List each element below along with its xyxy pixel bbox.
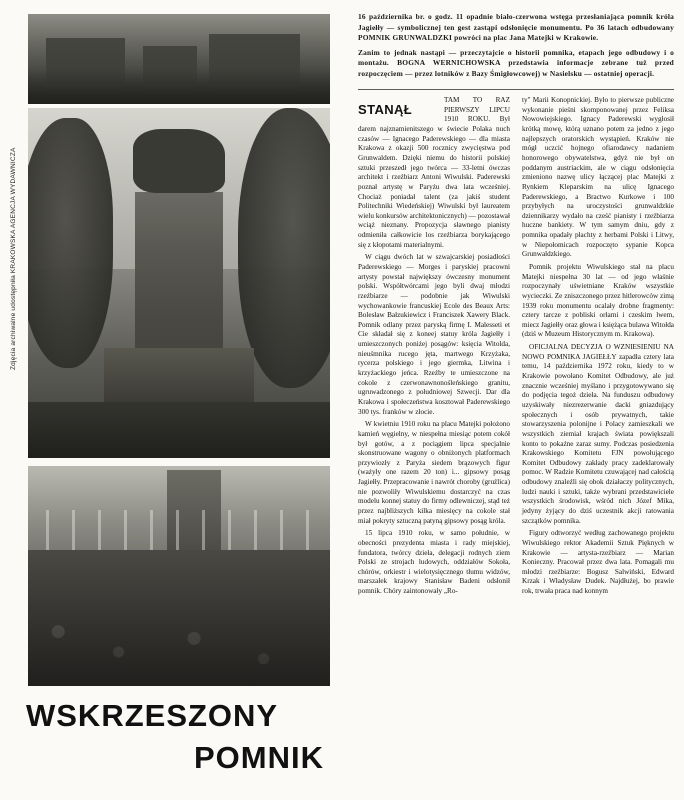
page-title-line2: POMNIK <box>194 739 324 775</box>
article-lede <box>358 12 674 90</box>
article-column <box>358 12 674 792</box>
photo-unveiling-crowd <box>28 466 330 686</box>
page-title-line1: WSKRZESZONY <box>26 698 279 733</box>
article-paragraph: 15 lipca 1910 roku, w samo południe, w obecności prezydenta miasta i rady miejskiej, fundatora, twórcy dzieła, delegacji rodnych ziem Polski ze strojach ludowych, oddziałów Sokoła, chórów, orkiestr i wielotysięcznego tłumu widzów, marszałek krajowy Stanisław Badeni odsłonił pomnik. Chóry zaintonowały „Ro- <box>358 529 510 596</box>
photo-historic-square <box>28 14 330 104</box>
photo-equestrian-statue <box>133 129 225 193</box>
page-title <box>26 700 346 773</box>
article-paragraph: Figury odtworzyć według zachowanego projektu Wiwulskiego rektor Akademii Sztuk Pięknych w Krakowie — artysta-rzeźbiarz — Marian Konieczny. Pracował przez dwa lata. Pomagali mu młodzi rzeźbiarze: Bogusz Salwiński, Edward Krzak i Władysław Dudek. Najdłużej, bo prawie rok, trwała praca nad konnym <box>522 529 674 596</box>
photo-monument-plinth <box>104 348 254 402</box>
photo-tree-left <box>28 118 113 368</box>
article-deck-title: STANĄŁ <box>358 102 413 118</box>
photo-grunwald-monument <box>28 108 330 458</box>
lede-paragraph-1: 16 października br. o godz. 11 opadnie biało-czerwona wstęga przesłaniająca pomnik króla Jagiełły — symbolicznej ten gest zastąpi odsłonięcie monumentu. Po 36 latach odbudowany POMNIK GRUNWALDZKI powróci na plac Jana Matejki w Krakowie. <box>358 12 674 43</box>
article-paragraph: OFICJALNA DECYZJA O WZNIESIENIU NA NOWO POMNIKA JAGIEŁŁY zapadła cztery lata temu, 14 października 1972 roku, kiedy to w Krakowie powołano Komitet Odbudowy, ale już znacznie wcześniej myślano i przygotowywano się do podjęcia tegoż dzieła. Na funduszu odbudowy uzyskiwały niezrezerwanie dacki gniazdujący społecznych i osób prywatnych, takie stowarzyszenia polonijne i Polacy zamieszkali we wszystkich ziemiał krajach świata powiększali konto to pokaźne zaraz sumy. Podczas posiedzenia Krakowskiego Komitetu FJN powołującego Komitet Odbudowy zakłady pracy zadeklarowały pomoc. W Radzie Komitetu czuwającej nad całością odbudowy znaleźli się obok działaczy politycznych, ludzi nauki i sztuki, także wybrani przedstawiciele wszystkich środowisk, wśród nich Józef Mika, jedyny żyjący do dziś uczestnik akcji ratowania szczątków pomnika. <box>522 343 674 525</box>
photo-credit: Zdjęcia archiwalne udostępniła KRAKOWSKA AGENCJA WYDAWNICZA <box>10 147 17 370</box>
article-paragraph: TAM TO RAZ PIERWSZY LIPCU 1910 ROKU. Był darem najznamienitszego w świecie Polaka nuch czasów — Ignacego Paderewskiego — dla miasta Krakowa z okazji 500 rocznicy zwycięstwa pod Grunwaldem. Dzięki niemu do historii polskiej sztuki przeszedł jego twórca — 33-letni ówczas architekt i rzeźbiarz Antoni Wiwulski. Paderewski poznał artystę w Paryżu dwa lata wcześniej. Chociaż poniadał talent (za jakiś student Politechniki Wiedeńskiej) Wiwulski był laureatem wielu konkursów architektonicznych) — pozostawał wciąż nieznany. Propozycja sławnego pianisty odmieniła całkowicie los rzeźbiarza borykającego się z kłopotami materialnymi. <box>358 96 510 249</box>
article-paragraph: ty" Marii Konopnickiej. Było to pierwsze publiczne wykonanie pieśni skomponowanej przez Feliksa Nowowiejskiego. Ignacy Paderewski wygłosił krótką mowę, którą uznano potem za jedno z jego najlepszych oratorskich wystąpień. Kraków nie mógł uczcić hojnego ofiarodawcy nadaniem honorowego obywatelstwa, gdyż nie był on poddanym austriackim, ale w ciągu odsłonięcia zmieniono nazwę ulicy łączącej plac Matejki z Rynkiem Kleparskim na ulicę Ignacego Paderewskiego, a Bractwo Kurkowe i 100 przybyłych na uroczystości grunwaldzkie dziennikarzy wydało na cześć pianisty i rzeźbiarza huczne bankiety. W tym samym dniu, gdy z pomnika opadały płachty z herbami Polski i Litwy, w Niepołomicach rozpoczęto sypanie Kopca Grunwaldzkiego. <box>522 96 674 259</box>
photo-foreground <box>28 402 330 458</box>
photo-tree-right <box>238 108 330 388</box>
photo-crowd <box>28 550 330 686</box>
article-paragraph: W ciągu dwóch lat w szwajcarskiej posiadłości Paderewskiego — Morges i paryskiej pracowni artysty powstał największy ówczesny monument polski. Współtwórcami jego byli dwaj młodzi rzeźbiarze — podobnie jak Wiwulski wychowankowie francuskiej Ecole des Beaux Arts: Bolesław Bałzukiewicz i Franciszek Xawery Black. Pomnik odlany przez paryską firmę I. Malesseti et Cie składał się z koneej statuy króla Jagiełły i umieszczonych poniżej posągów: księcia Witolda, nieuśmnika rucego jęta, martwego Krzyżaka, rycerza polskiego i jego giermka, Litwina i krzyżackiego jeńca. Rzeźby te umieszczone na cokole z czerwonawnonośleńskiego granitu, ugruwadzonego z południowej Szwecji. Dar dla Krakowa i społeczeństwa kosztował Paderewskiego 300 tys. franków w złocie. <box>358 253 510 416</box>
article-body <box>358 96 674 600</box>
lede-paragraph-2: Zanim to jednak nastąpi — przeczytajcie o historii pomnika, etapach jego odbudowy i o montażu. BOGNA WERNICHOWSKA przedstawia informacje zebrane tuż przed rozpoczęciem — przez lotników z Bazy Śmigłowcowej) w Nasielsku — ostatniej operacji. <box>358 47 674 78</box>
article-paragraph: Pomnik projektu Wiwulskiego stał na placu Matejki niespełna 30 lat — od jego właśnie rozpoczynały uświetniane Kraków wszystkie wycieczki. Ze zniszczonego przez hitlerowców zimą 1939 roku monumentu ocalały drobne fragmenty: cztery tarcze z pobliski orłami i czeskim lwem, miecz Jagiełły oraz głowa i księżąca bulawa Witołda (dziś w Muzeum Historycznym m. Krakowa). <box>522 262 674 339</box>
article-paragraph: W kwietniu 1910 roku na placu Matejki położono kamień węgielny, w niespełna miesiąc potem cokół był gotów, a z pociągiem lipca specjalnie skonstruowane wagony o obniżonych platformach przywiozły z Paryża siedem brązowych figur (ważyły one razem 20 ton) i... gipsowy posąg Jagiełły. Przepracowanie i nawrót choroby (gruźlica) nie pozwoliły Wiwulskiemu dostarczyć na czas modelu konnej statuy do firmy odlewniczej, stąd też przez najbliższych kilka miesięcy na cokole stał miał pokryty sztuczną patyną gipsowy posąg króla. <box>358 420 511 525</box>
